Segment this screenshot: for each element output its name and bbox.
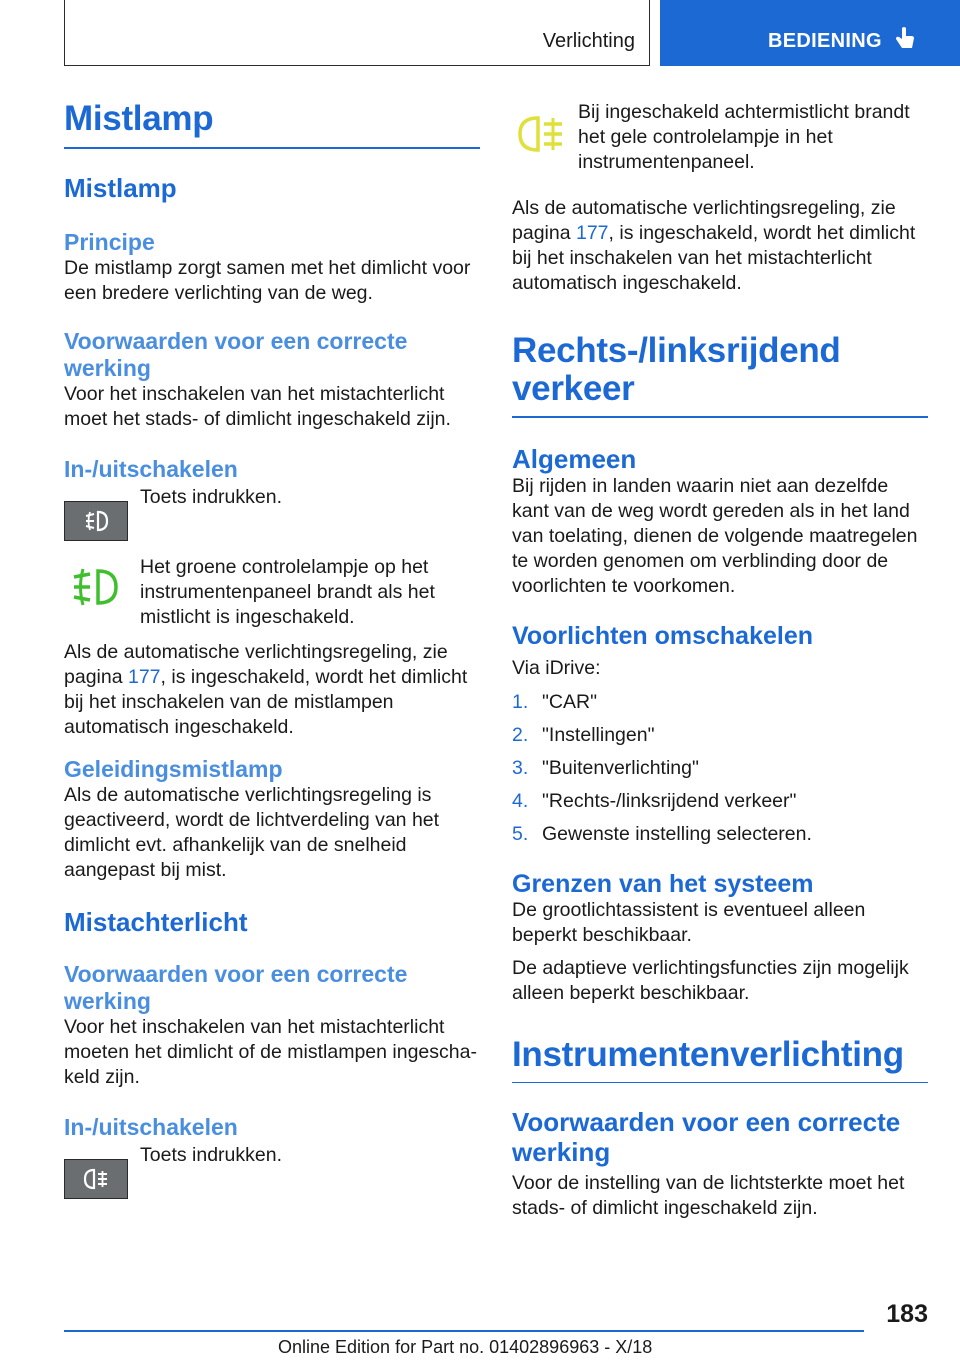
list-item: 4. "Rechts-/linksrijdend verkeer" — [512, 789, 797, 812]
text-auto-lighting-rear: Als de automatische verlichtingsregeling, zie pagina 177, is ingeschakeld, wordt het dimlicht bij het inschakelen van het mistachterlicht automatisch ingeschakeld. — [512, 197, 916, 294]
page-link-177-rear[interactable]: 177 — [575, 222, 609, 244]
page-number: 183 — [886, 1300, 928, 1328]
heading-in-uitschakelen-mistachter: In-/uitschakelen — [64, 1113, 238, 1140]
idrive-steps — [512, 686, 928, 851]
section-title-rechts-links: Rechts-/linksrijdend verkeer — [512, 331, 841, 408]
section-title-mistlamp: Mistlamp — [64, 99, 214, 138]
title-rule-rl — [512, 416, 928, 418]
front-fog-button-text: Toets indrukken. — [140, 485, 282, 508]
text-grenzen-2: De adaptieve verlichtingsfuncties zijn mogelijk alleen beperkt beschikbaar. — [512, 956, 909, 1004]
right-column — [512, 100, 928, 1221]
heading-voorwaarden: Voorwaarden voor een correcte werking — [64, 327, 408, 381]
heading-voorlichten: Voorlichten omschakelen — [512, 621, 814, 650]
front-fog-indicator-text: Het groene controlelampje op het instrumentenpaneel brandt als het mistlicht is ingeschakeld. — [140, 555, 435, 628]
rear-fog-indicator-row — [512, 100, 928, 184]
text-grenzen-1: De grootlichtassistent is eventueel alleen beperkt beschikbaar. — [512, 898, 866, 946]
front-fog-key-icon — [64, 501, 128, 541]
heading-geleidingsmistlamp: Geleidingsmistlamp — [64, 755, 283, 782]
page-link-177[interactable]: 177 — [127, 665, 161, 688]
text-principe: De mistlamp zorgt samen met het dimlicht voor een bredere verlichting van de weg. — [64, 256, 471, 304]
footer-rule — [64, 1330, 864, 1332]
heading-voorwaarden-mistachter: Voorwaarden voor een correcte werking — [64, 960, 408, 1014]
list-item: 2. "Instellingen" — [512, 723, 655, 746]
green-fog-indicator-icon — [68, 565, 122, 614]
rear-fog-button-text: Toets indrukken. — [140, 1143, 282, 1166]
rear-fog-key-icon — [64, 1159, 128, 1199]
heading-grenzen: Grenzen van het systeem — [512, 869, 814, 898]
title-rule-instr — [512, 1082, 928, 1084]
header-chapter-tab[interactable] — [660, 0, 960, 66]
subsection-title-voorwaarden-instr: Voorwaarden voor een correcte werking — [512, 1107, 901, 1167]
header-chapter-title: BEDIENING — [768, 30, 882, 52]
text-auto-lighting-front: Als de automatische verlichtingsregeling, zie pagina 177, is ingeschakeld, wordt het dimlicht bij het inschakelen van de mistlampen automatisch ingeschakeld. — [64, 640, 468, 738]
section-title-instrumentenverlichting: Instrumentenverlichting — [512, 1034, 904, 1074]
title-rule — [64, 147, 480, 149]
list-item: 1. "CAR" — [512, 690, 598, 713]
text-voorwaarden: Voor het inschakelen van het mistachterlicht moet het stads- of dimlicht ingeschakeld zijn. — [64, 382, 451, 430]
footer-text: Online Edition for Part no. 01402896963 - X/18 — [278, 1337, 653, 1357]
text-algemeen: Bij rijden in landen waarin niet aan dezelfde kant van de weg wordt gereden als in het land van toelating, dienen de volgende maatregelen te worden genomen om verblinding door de voorlichten te voorkomen. — [512, 474, 918, 597]
text-geleidingsmistlamp: Als de automatische verlichtingsregeling is geactiveerd, wordt de lichtverdeling van het dimlicht evt. afhankelijk van de snelheid aangepast bij mist. — [64, 783, 440, 881]
text-voorwaarden-instr: Voor de instelling van de lichtsterkte moet het stads- of dimlicht ingeschakeld zijn. — [512, 1172, 905, 1219]
heading-principe: Principe — [64, 228, 155, 255]
left-column — [64, 100, 480, 1199]
front-fog-button-row — [64, 485, 480, 539]
subsection-title-mistachterlicht: Mistachterlicht — [64, 906, 248, 937]
text-via-idrive: Via iDrive: — [512, 656, 601, 679]
subsection-title-mistlamp: Mistlamp — [64, 172, 177, 203]
text-voorwaarden-mistachter: Voor het inschakelen van het mistachterlicht moeten het dimlicht of de mistlampen ingeschakeld zijn. — [64, 1015, 477, 1088]
list-item: 5. Gewenste instelling selecteren. — [512, 822, 812, 845]
heading-in-uitschakelen: In-/uitschakelen — [64, 455, 238, 482]
header-section-box — [64, 0, 650, 66]
header-section-title: Verlichting — [542, 30, 635, 52]
yellow-rear-fog-indicator-icon — [514, 112, 568, 161]
rear-fog-indicator-text: Bij ingeschakeld achtermistlicht brandt het gele controlelampje in het instrumentenpaneel. — [578, 101, 910, 173]
rear-fog-button-row — [64, 1143, 480, 1199]
pointing-hand-icon — [894, 26, 916, 52]
front-fog-indicator-row — [64, 555, 480, 630]
list-item: 3. "Buitenverlichting" — [512, 756, 699, 779]
subsection-title-algemeen: Algemeen — [512, 443, 637, 474]
